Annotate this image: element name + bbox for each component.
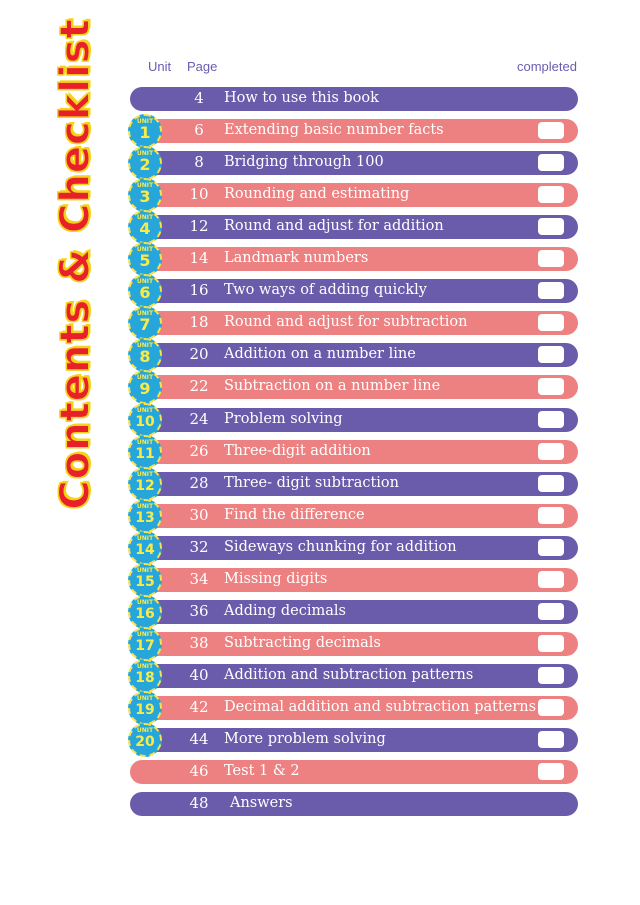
completed-checkbox[interactable] (538, 411, 564, 428)
page-number: 14 (189, 249, 209, 267)
unit-number: 6 (139, 283, 151, 302)
page-number: 32 (189, 538, 209, 556)
contents-row (130, 183, 578, 207)
unit-badge-word: UNIT (136, 150, 154, 157)
unit-number: 3 (139, 187, 151, 206)
unit-badge-icon (128, 435, 162, 469)
row-title: Landmark numbers (224, 250, 369, 266)
unit-badge-icon (128, 114, 162, 148)
unit-badge-word: UNIT (136, 342, 154, 349)
page-number: 18 (189, 313, 209, 331)
unit-number: 15 (135, 574, 155, 590)
contents-row (130, 696, 578, 720)
completed-checkbox[interactable] (538, 763, 564, 780)
unit-badge-word: UNIT (136, 310, 154, 317)
contents-checklist-title: Contents & Checklist (53, 18, 100, 510)
page-number: 30 (189, 506, 209, 524)
contents-row (130, 215, 578, 239)
unit-badge-word: UNIT (136, 535, 154, 542)
page-number: 44 (189, 730, 209, 748)
completed-checkbox[interactable] (538, 699, 564, 716)
page-number: 48 (189, 794, 209, 812)
unit-badge-icon (128, 499, 162, 533)
unit-number: 13 (135, 510, 155, 526)
page-number: 16 (189, 281, 209, 299)
row-title: Two ways of adding quickly (224, 282, 427, 298)
completed-checkbox[interactable] (538, 154, 564, 171)
page-number: 22 (189, 377, 209, 395)
contents-row (130, 632, 578, 656)
completed-checkbox[interactable] (538, 475, 564, 492)
unit-number: 9 (139, 379, 151, 398)
unit-badge-icon (128, 210, 162, 244)
unit-badge-word: UNIT (136, 407, 154, 414)
unit-badge-icon (128, 531, 162, 565)
completed-checkbox[interactable] (538, 443, 564, 460)
completed-checkbox[interactable] (538, 186, 564, 203)
page-number: 6 (194, 121, 204, 139)
unit-badge-word: UNIT (136, 503, 154, 510)
contents-row (130, 375, 578, 399)
row-title: Answers (230, 795, 293, 811)
unit-number: 18 (135, 670, 155, 686)
page-number: 46 (189, 762, 209, 780)
completed-checkbox[interactable] (538, 250, 564, 267)
page-number: 34 (189, 570, 209, 588)
contents-row (130, 728, 578, 752)
unit-badge-icon (128, 370, 162, 404)
page-number: 42 (189, 698, 209, 716)
page-number: 38 (189, 634, 209, 652)
completed-checkbox[interactable] (538, 507, 564, 524)
unit-number: 7 (139, 315, 151, 334)
row-title: Subtraction on a number line (224, 378, 441, 394)
contents-row (130, 343, 578, 367)
row-title: Extending basic number facts (224, 122, 444, 138)
unit-badge-word: UNIT (136, 567, 154, 574)
unit-badge-icon (128, 627, 162, 661)
unit-badge-icon (128, 691, 162, 725)
contents-row (130, 408, 578, 432)
page-number: 40 (189, 666, 209, 684)
contents-row (130, 600, 578, 624)
page-number: 4 (194, 89, 204, 107)
row-title: Addition on a number line (224, 346, 416, 362)
unit-badge-word: UNIT (136, 663, 154, 670)
unit-number: 14 (135, 542, 155, 558)
contents-row (130, 568, 578, 592)
unit-badge-icon (128, 274, 162, 308)
unit-badge-word: UNIT (136, 214, 154, 221)
unit-badge-word: UNIT (136, 695, 154, 702)
contents-row (130, 664, 578, 688)
page-number: 36 (189, 602, 209, 620)
row-title: Subtracting decimals (224, 635, 381, 651)
row-title: Adding decimals (224, 603, 346, 619)
row-title: Round and adjust for addition (224, 218, 444, 234)
unit-number: 16 (135, 606, 155, 622)
row-title: Three-digit addition (224, 443, 371, 459)
unit-badge-word: UNIT (136, 278, 154, 285)
unit-number: 12 (135, 478, 155, 494)
page-number: 20 (189, 345, 209, 363)
contents-row (130, 247, 578, 271)
unit-number: 5 (139, 251, 151, 270)
contents-row (130, 119, 578, 143)
completed-checkbox[interactable] (538, 282, 564, 299)
unit-badge-word: UNIT (136, 118, 154, 125)
page-number: 10 (189, 185, 209, 203)
unit-badge-word: UNIT (136, 599, 154, 606)
unit-badge-word: UNIT (136, 374, 154, 381)
page-number: 12 (189, 217, 209, 235)
unit-badge-icon (128, 338, 162, 372)
unit-number: 4 (139, 219, 151, 238)
contents-row (130, 279, 578, 303)
contents-row (130, 792, 578, 816)
unit-number: 10 (135, 414, 155, 430)
row-title: Missing digits (224, 571, 328, 587)
completed-checkbox[interactable] (538, 314, 564, 331)
completed-checkbox[interactable] (538, 571, 564, 588)
contents-row (130, 151, 578, 175)
unit-number: 19 (135, 702, 155, 718)
row-title: Rounding and estimating (224, 186, 410, 202)
unit-badge-icon (128, 403, 162, 437)
unit-number: 17 (135, 638, 155, 654)
contents-row (130, 760, 578, 784)
row-title: How to use this book (224, 90, 379, 106)
unit-badge-word: UNIT (136, 631, 154, 638)
contents-row (130, 440, 578, 464)
row-title: Sideways chunking for addition (224, 539, 457, 555)
header-unit: Unit (148, 59, 172, 74)
contents-row (130, 536, 578, 560)
row-title: Round and adjust for subtraction (224, 314, 468, 330)
unit-badge-word: UNIT (136, 182, 154, 189)
row-title: More problem solving (224, 731, 386, 747)
row-title: Three- digit subtraction (224, 475, 400, 491)
unit-number: 11 (135, 446, 155, 462)
completed-checkbox[interactable] (538, 122, 564, 139)
unit-number: 8 (139, 347, 151, 366)
unit-badge-icon (128, 467, 162, 501)
unit-number: 1 (139, 123, 151, 142)
completed-checkbox[interactable] (538, 346, 564, 363)
unit-badge-icon (128, 595, 162, 629)
unit-badge-icon (128, 563, 162, 597)
header-page: Page (187, 59, 218, 74)
unit-number: 20 (135, 734, 155, 750)
unit-badge-icon (128, 723, 162, 757)
page-number: 28 (189, 474, 209, 492)
page-number: 26 (189, 442, 209, 460)
completed-checkbox[interactable] (538, 218, 564, 235)
contents-row (130, 504, 578, 528)
unit-badge-icon (128, 242, 162, 276)
unit-badge-word: UNIT (136, 246, 154, 253)
completed-checkbox[interactable] (538, 378, 564, 395)
unit-badge-icon (128, 178, 162, 212)
unit-badge-word: UNIT (136, 727, 154, 734)
unit-badge-icon (128, 306, 162, 340)
header-completed: completed (517, 59, 577, 74)
row-title: Addition and subtraction patterns (224, 667, 474, 683)
completed-checkbox[interactable] (538, 539, 564, 556)
unit-badge-icon (128, 146, 162, 180)
page-number: 8 (194, 153, 204, 171)
row-title: Test 1 & 2 (224, 763, 300, 779)
contents-row (130, 311, 578, 335)
row-title: Decimal addition and subtraction patterns (224, 699, 537, 715)
contents-row (130, 472, 578, 496)
row-title: Problem solving (224, 411, 343, 427)
contents-row (130, 87, 578, 111)
page-number: 24 (189, 410, 209, 428)
unit-badge-word: UNIT (136, 471, 154, 478)
completed-checkbox[interactable] (538, 731, 564, 748)
completed-checkbox[interactable] (538, 667, 564, 684)
unit-badge-icon (128, 659, 162, 693)
row-title: Find the difference (224, 507, 365, 523)
completed-checkbox[interactable] (538, 603, 564, 620)
completed-checkbox[interactable] (538, 635, 564, 652)
unit-number: 2 (139, 155, 151, 174)
unit-badge-word: UNIT (136, 439, 154, 446)
row-title: Bridging through 100 (224, 154, 384, 170)
